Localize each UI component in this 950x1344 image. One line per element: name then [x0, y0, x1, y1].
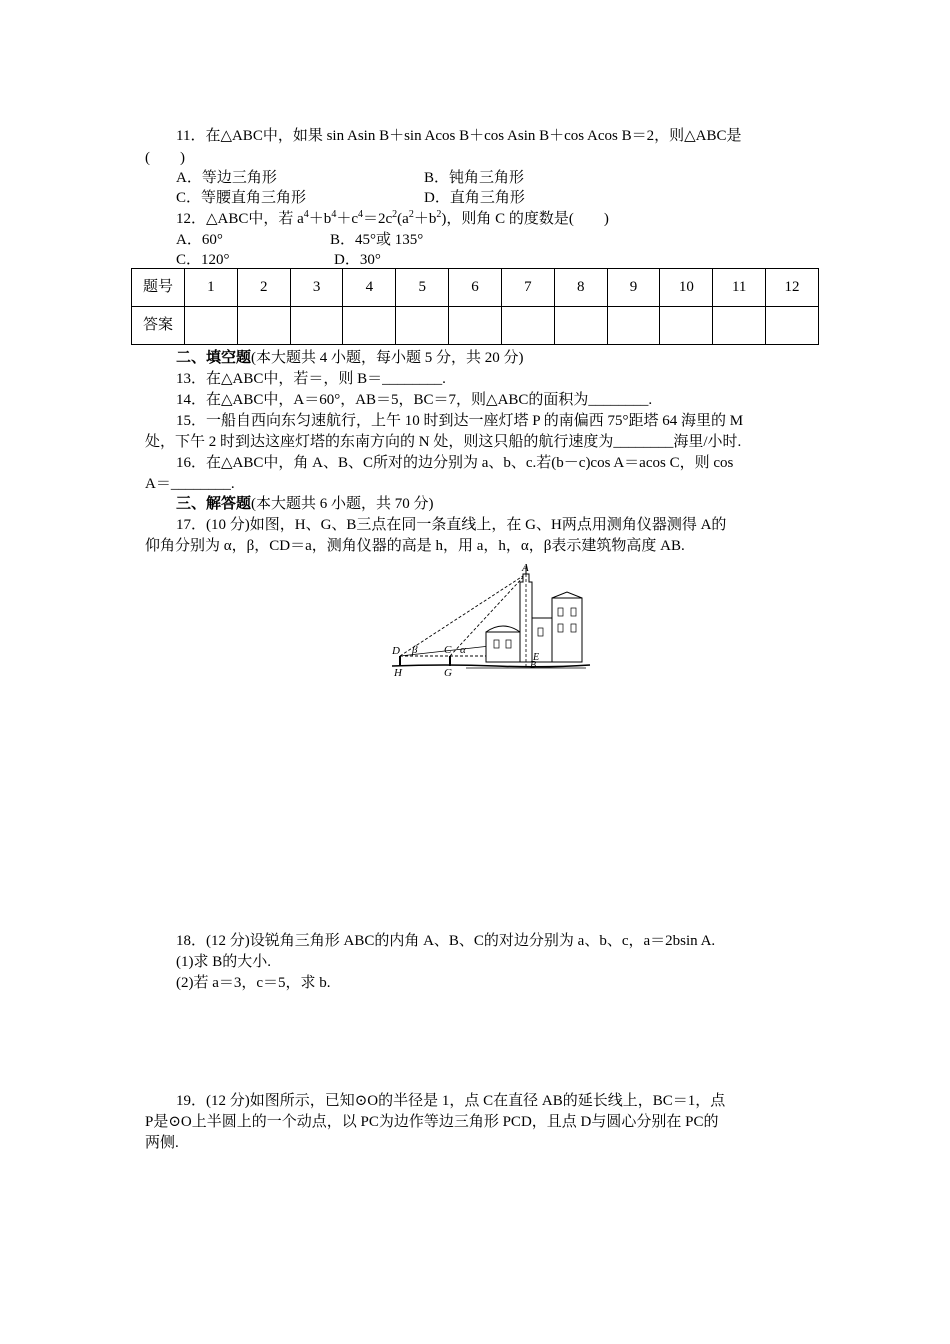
q11-option-a: A．等边三角形 — [176, 170, 277, 186]
building-low — [486, 632, 520, 662]
q19-line1: 19．(12 分)如图所示，已知⊙O的半径是 1，点 C在直径 AB的延长线上，BC＝1，点 — [176, 1093, 726, 1109]
q17-line1: 17．(10 分)如图，H、G、B三点在同一条直线上，在 G、H两点用测角仪器测得 A的 — [176, 517, 727, 533]
table-cell-number: 4 — [343, 269, 396, 307]
q11-stem-line1: 11．在△ABC中，如果 sin Asin B＋sin Acos B＋cos Asin B＋cos Acos B＝2，则△ABC是 — [176, 128, 742, 144]
q11-option-b: B．钝角三角形 — [424, 170, 525, 186]
q12-exp-c: 4 — [357, 209, 363, 220]
answer-cell[interactable] — [766, 307, 819, 345]
answer-cell[interactable] — [185, 307, 238, 345]
q18-line1: 18．(12 分)设锐角三角形 ABC的内角 A、B、C的对边分别为 a、b、c，a＝2bsin A. — [176, 933, 716, 949]
answer-cell[interactable] — [607, 307, 660, 345]
building-angle-figure — [386, 562, 596, 680]
q12-exp-a: 4 — [303, 209, 309, 220]
q12-exp-a2: 2 — [408, 209, 414, 220]
q18-part1: (1)求 B的大小. — [176, 954, 271, 970]
section3-desc: (本大题共 6 小题，共 70 分) — [251, 496, 434, 512]
answer-cell[interactable] — [501, 307, 554, 345]
q12-option-d: D．30° — [334, 252, 381, 268]
table-cell-number: 2 — [237, 269, 290, 307]
label-d: D — [392, 645, 400, 657]
q14: 14．在△ABC中，A＝60°，AB＝5，BC＝7，则△ABC的面积为________. — [176, 392, 653, 408]
label-c: C — [444, 644, 452, 656]
q12-option-a: A．60° — [176, 232, 223, 248]
q12-mid3: ＝2c — [362, 211, 393, 227]
table-cell-number: 5 — [396, 269, 449, 307]
answer-table — [131, 268, 819, 345]
table-cell-number: 3 — [290, 269, 343, 307]
table-cell-number: 8 — [554, 269, 607, 307]
table-cell-number: 7 — [501, 269, 554, 307]
table-cell-number: 9 — [607, 269, 660, 307]
q16-line1: 16．在△ABC中，角 A、B、C所对的边分别为 a、b、c.若(b－c)cos A＝acos C，则 cos — [176, 455, 734, 471]
table-cell-number: 10 — [660, 269, 713, 307]
label-beta: β — [412, 644, 418, 656]
answer-table-number-row — [132, 269, 819, 307]
q12-suffix: )，则角 C 的度数是( ) — [441, 211, 609, 227]
label-a: A — [522, 562, 529, 574]
section3-title: 三、解答题 — [176, 496, 252, 512]
label-h: H — [394, 667, 402, 679]
q12-mid1: ＋b — [308, 211, 332, 227]
section2-title: 二、填空题 — [176, 350, 252, 366]
table-header-answer: 答案 — [132, 307, 185, 345]
tower — [520, 574, 532, 662]
label-g: G — [444, 667, 452, 679]
q15-line2: 处，下午 2 时到达这座灯塔的东南方向的 N 处，则这只船的航行速度为________海里/小时. — [145, 434, 742, 450]
table-cell-number: 11 — [713, 269, 766, 307]
table-cell-number: 6 — [449, 269, 502, 307]
q12-exp-c2: 2 — [392, 209, 398, 220]
answer-cell[interactable] — [554, 307, 607, 345]
q18-part2: (2)若 a＝3，c＝5，求 b. — [176, 975, 331, 991]
answer-cell[interactable] — [343, 307, 396, 345]
answer-cell[interactable] — [449, 307, 502, 345]
q11-option-d: D．直角三角形 — [424, 190, 525, 206]
answer-cell[interactable] — [237, 307, 290, 345]
q11-option-c: C．等腰直角三角形 — [176, 190, 307, 206]
table-cell-number: 1 — [185, 269, 238, 307]
building-low-roof — [486, 626, 520, 632]
label-alpha: α — [460, 644, 466, 656]
answer-cell[interactable] — [713, 307, 766, 345]
q12-mid4: (a — [397, 211, 409, 227]
q12-option-c: C．120° — [176, 252, 230, 268]
section2-heading — [176, 348, 524, 369]
q15-line1: 15．一船自西向东匀速航行，上午 10 时到达一座灯塔 P 的南偏西 75°距塔 64 海里的 M — [176, 413, 744, 429]
q12-exp-b: 4 — [331, 209, 337, 220]
section3-heading — [176, 494, 434, 515]
q12-stem — [176, 209, 609, 230]
table-cell-number: 12 — [766, 269, 819, 307]
label-e: E — [533, 652, 540, 663]
q12-prefix: 12．△ABC中，若 a — [176, 211, 304, 227]
answer-cell[interactable] — [660, 307, 713, 345]
q12-mid5: ＋b — [413, 211, 437, 227]
answer-cell[interactable] — [396, 307, 449, 345]
q11-stem-line2: ( ) — [145, 150, 185, 166]
section2-desc: (本大题共 4 小题，每小题 5 分，共 20 分) — [251, 350, 524, 366]
q17-line2: 仰角分别为 α，β，CD＝a，测角仪器的高是 h，用 a，h，α，β表示建筑物高度 AB. — [145, 538, 685, 554]
q12-exp-b2: 2 — [436, 209, 442, 220]
q19-line2: P是⊙O上半圆上的一个动点，以 PC为边作等边三角形 PCD，且点 D与圆心分别在 PC的 — [145, 1114, 719, 1130]
q12-mid2: ＋c — [336, 211, 358, 227]
table-header-question-number: 题号 — [132, 269, 185, 307]
answer-table-answer-row — [132, 307, 819, 345]
q13: 13．在△ABC中，若＝，则 B＝________. — [176, 371, 446, 387]
answer-cell[interactable] — [290, 307, 343, 345]
label-b: B — [530, 660, 537, 671]
q16-line2: A＝________. — [145, 476, 235, 492]
q12-option-b: B．45°或 135° — [330, 232, 424, 248]
ground-line — [392, 665, 590, 667]
q19-line3: 两侧. — [145, 1135, 179, 1151]
building-tall — [552, 598, 582, 662]
building-tall-roof — [552, 592, 582, 598]
